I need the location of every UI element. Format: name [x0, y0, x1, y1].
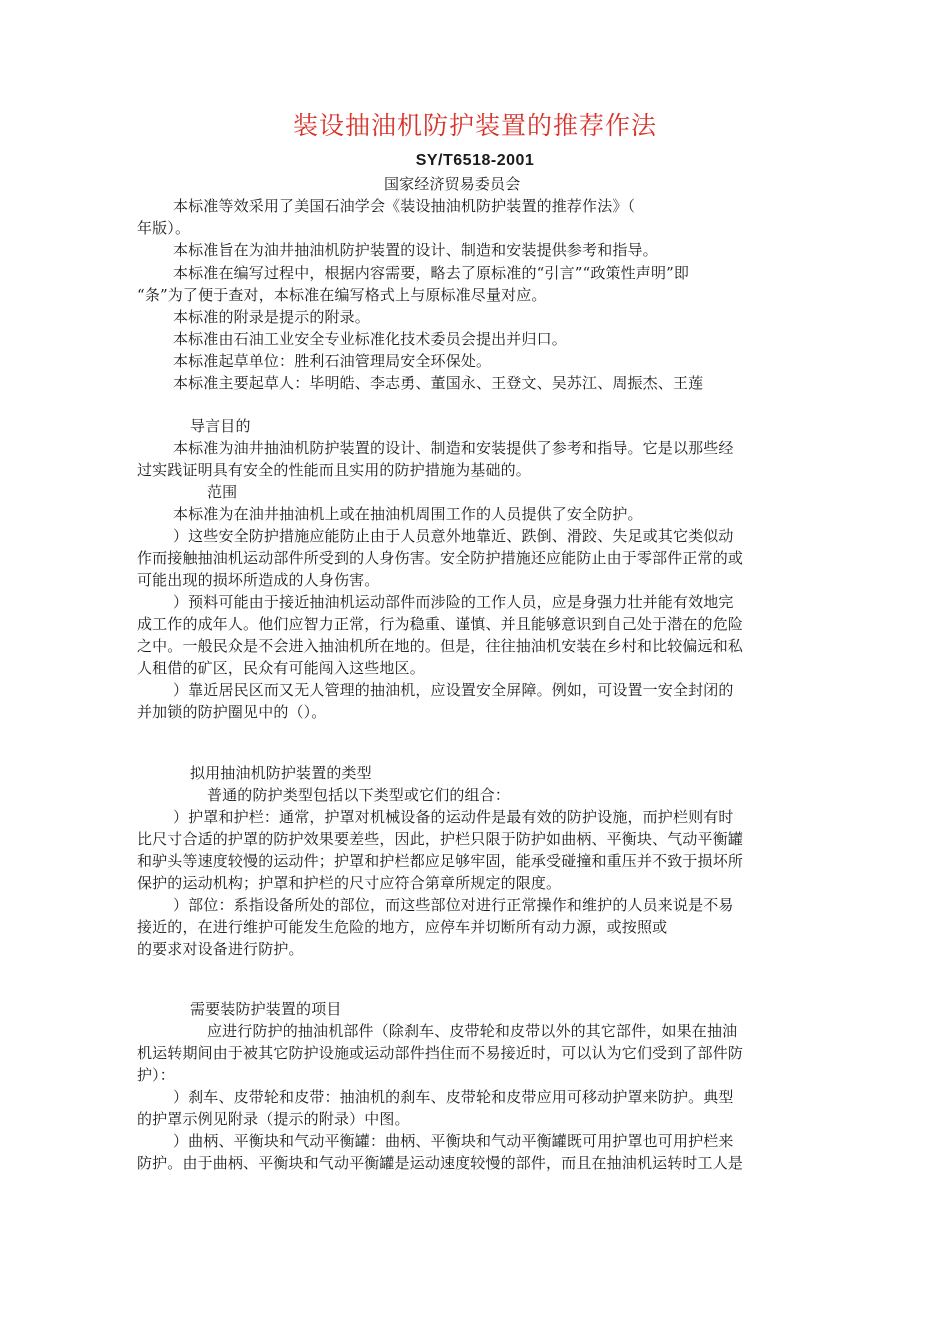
scope-line: ）这些安全防护措施应能防止由于人员意外地靠近、跌倒、滑跤、失足或其它类似动 — [173, 527, 734, 545]
foreword-line: 本标准旨在为油井抽油机防护装置的设计、制造和安装提供参考和指导。 — [173, 241, 658, 259]
foreword-line: 本标准主要起草人：毕明皓、李志勇、董国永、王登文、吴苏江、周振杰、王莲 — [173, 374, 704, 392]
scope-line: 之中。一般民众是不会进入抽油机所在地的。但是，往往抽油机安装在乡村和比较偏远和私 — [137, 637, 744, 655]
items-line: 防护。由于曲柄、平衡块和气动平衡罐是运动速度较慢的部件，而且在抽油机运转时工人是 — [137, 1154, 744, 1172]
foreword-line: 本标准在编写过程中，根据内容需要，略去了原标准的“引言”“政策性声明”即 — [173, 264, 690, 282]
types-line: 和驴头等速度较慢的运动件；护罩和护栏都应足够牢固，能承受碰撞和重压并不致于损坏所 — [137, 852, 744, 870]
foreword-line: “条”为了便于查对，本标准在编写格式上与原标准尽量对应。 — [137, 286, 547, 304]
types-line: 接近的，在进行维护可能发生危险的地方，应停车并切断所有动力源，或按照或 — [137, 918, 668, 936]
items-line: 应进行防护的抽油机部件（除刹车、皮带轮和皮带以外的其它部件，如果在抽油 — [207, 1022, 738, 1040]
foreword-line: 本标准起草单位：胜利石油管理局安全环保处。 — [173, 352, 492, 370]
scope-line: 本标准为在油井抽油机上或在抽油机周围工作的人员提供了安全防护。 — [173, 505, 643, 523]
types-line: 比尺寸合适的护罩的防护效果要差些，因此，护栏只限于防护如曲柄、平衡块、气动平衡罐 — [137, 830, 744, 848]
scope-line: 并加锁的防护圈见中的（）。 — [137, 703, 327, 721]
section-heading-scope: 范围 — [207, 483, 238, 501]
types-line: ）护罩和护栏：通常，护罩对机械设备的运动件是最有效的防护设施，而护栏则有时 — [173, 808, 734, 826]
standard-code: SY/T6518-2001 — [415, 152, 535, 169]
items-line: ）曲柄、平衡块和气动平衡罐：曲柄、平衡块和气动平衡罐既可用护罩也可用护栏来 — [173, 1132, 734, 1150]
items-line: 的护罩示例见附录（提示的附录）中图。 — [137, 1110, 410, 1128]
section-heading-items: 需要装防护装置的项目 — [190, 1000, 342, 1018]
issuer: 国家经济贸易委员会 — [384, 175, 521, 193]
scope-line: ）靠近居民区而又无人管理的抽油机，应设置安全屏障。例如，可设置一安全封闭的 — [173, 681, 734, 699]
section-heading-intro: 导言目的 — [190, 417, 251, 435]
items-line: 护）： — [137, 1066, 175, 1084]
scope-line: 人租借的矿区，民众有可能闯入这些地区。 — [137, 659, 425, 677]
types-line: 普通的防护类型包括以下类型或它们的组合： — [207, 786, 511, 804]
items-line: 机运转期间由于被其它防护设施或运动部件挡住而不易接近时，可以认为它们受到了部件防 — [137, 1044, 744, 1062]
types-line: 保护的运动机构；护罩和护栏的尺寸应符合第章所规定的限度。 — [137, 874, 562, 892]
types-line: ）部位：系指设备所处的部位，而这些部位对进行正常操作和维护的人员来说是不易 — [173, 896, 734, 914]
foreword-line: 本标准由石油工业安全专业标准化技术委员会提出并归口。 — [173, 330, 567, 348]
types-line: 的要求对设备进行防护。 — [137, 940, 304, 958]
intro-line: 本标准为油井抽油机防护装置的设计、制造和安装提供了参考和指导。它是以那些经 — [173, 439, 734, 457]
scope-line: 可能出现的损坏所造成的人身伤害。 — [137, 571, 380, 589]
scope-line: ）预料可能由于接近抽油机运动部件而涉险的工作人员，应是身强力壮并能有效地完 — [173, 593, 734, 611]
section-heading-types: 拟用抽油机防护装置的类型 — [190, 764, 372, 782]
intro-line: 过实践证明具有安全的性能而且实用的防护措施为基础的。 — [137, 461, 531, 479]
foreword-line: 年版）。 — [137, 219, 191, 237]
items-line: ）刹车、皮带轮和皮带：抽油机的刹车、皮带轮和皮带应用可移动护罩来防护。典型 — [173, 1088, 734, 1106]
foreword-line: 本标准等效采用了美国石油学会《装设抽油机防护装置的推荐作法》（ — [173, 197, 636, 215]
foreword-line: 本标准的附录是提示的附录。 — [173, 308, 370, 326]
document-title: 装设抽油机防护装置的推荐作法 — [292, 111, 657, 140]
scope-line: 作而接触抽油机运动部件所受到的人身伤害。安全防护措施还应能防止由于零部件正常的或 — [137, 549, 744, 567]
scope-line: 成工作的成年人。他们应智力正常，行为稳重、谨慎、并且能够意识到自己处于潜在的危险 — [137, 615, 744, 633]
